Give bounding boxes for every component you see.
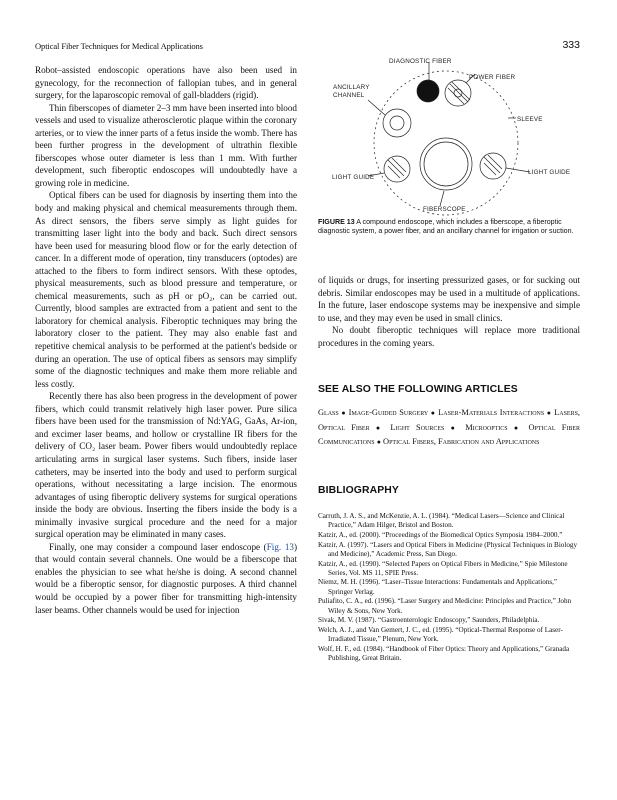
- bibliography-entry: Katzir, A. (1997). “Lasers and Optical Fibers in Medicine (Physical Techniques in Biology and Medicine),” Academic Press, San Diego.: [318, 540, 578, 558]
- sleeve-outline: [374, 71, 518, 215]
- bullet-separator: ●: [430, 409, 436, 417]
- paragraph: Robot–assisted endoscopic operations have also been used in gynecology, for the reconnection of fallopian tubes, and in general surgery, for the laparoscopic removal of gall-bladders (rigid).: [35, 65, 297, 101]
- label-ancillary-channel-line2: CHANNEL: [333, 92, 365, 99]
- right-column: [318, 274, 580, 349]
- see-also-item[interactable]: Laser-Materials Interactions: [438, 408, 545, 417]
- see-also-item[interactable]: Optical Fiber Communications: [318, 422, 581, 447]
- bibliography-entry: Welch, A. J., and Van Gemert, J. C., ed. (1995). “Optical-Thermal Response of Laser-Irradiated Tissue,” Plenum, New York.: [318, 625, 563, 644]
- label-diagnostic-fiber: DIAGNOSTIC FIBER: [389, 58, 452, 65]
- paragraph: Optical fibers can be used for diagnosis by inserting them into the body and making physical and chemical measurements through them. As direct sensors, the fibers serve simply as light guides for transmitting laser light into the body and back. Such direct sensors have been used for measuring blood flow or for the early detection of cancer. In a different mode of operation, tiny transducers (optodes) are attached to the fibers to form indirect sensors. With these optodes, physical measurements, such as blood pressure and temperature, or chemical measurements, such as pH or pO₂, can be carried out. Currently, blood samples are extracted from a patient and sent to the laboratory for chemical analysis. Fiberoptic techniques may bring the laboratory closer to the patient. They may also enable fast and repetitive chemical analysis to be performed at the patient's bedside or during an operation. The use of optical fibers as sensors may simplify some of the diagnostic techniques and make them more reliable and less costly.: [35, 190, 297, 389]
- bibliography-entry: Carruth, J. A. S., and McKenzie, A. L. (1984). “Medical Lasers—Science and Clinical Practice,” Adam Hilger, Bristol and Boston.: [318, 512, 565, 530]
- see-also-item[interactable]: Light Sources: [390, 422, 445, 432]
- bullet-separator: ●: [450, 423, 459, 432]
- bibliography-entry: Wolf, H. F., ed. (1984). “Handbook of Fiber Optics: Theory and Applications,” Granada Publishing, Great Britain.: [318, 644, 570, 663]
- caption-text: A compound endoscope, which includes a fiberscope, a fiberoptic diagnostic system, a power fiber, and an ancillary channel for irrigation or suction.: [318, 218, 574, 236]
- paragraph: of liquids or drugs, for inserting pressurized gases, or for sucking out debris. Similar endoscopes may be used in a multitude of applications. In the future, laser endoscope systems may be inexpensive and simple to use, and they may even be used in small clinics.: [318, 275, 580, 323]
- left-column: [35, 64, 297, 616]
- see-also-list: [318, 406, 580, 450]
- bibliography-entry: Puliafito, C. A., ed. (1996). “Laser Surgery and Medicine: Principles and Practice,” John Wiley & Sons, New York.: [318, 597, 572, 615]
- label-light-guide-right: LIGHT GUIDE: [528, 169, 571, 176]
- bibliography-entry: Katzir, A., ed. (1990). “Selected Papers on Optical Fibers in Medicine,” Spie Milestone Series, Vol. MS 11, SPIE Press.: [318, 559, 568, 577]
- figure-caption: [318, 218, 580, 237]
- paragraph: Thin fiberscopes of diameter 2–3 mm have been inserted into blood vessels and used to visualize atherosclerotic plaque within the coronary arteries, or to view the inner parts of a fetus inside the womb. There has been further progress in the development of ultrathin flexible fiberscopes whose outer diameter is less than 1 mm. With further development, such fiberoptic endoscopes will undoubtedly have a growing role in medicine.: [35, 102, 297, 188]
- label-sleeve: SLEEVE: [517, 116, 543, 123]
- see-also-item[interactable]: Microoptics: [465, 422, 508, 432]
- running-title: Optical Fiber Techniques for Medical Applications: [35, 41, 203, 51]
- bullet-separator: ●: [546, 409, 552, 417]
- paragraph-text: ) that would contain several channels. One would be a fiberscope that enables the physician to see what he/she is doing. A second channel would be a fiberoptic sensor, for diagnostic purposes. A third channel would be occupied by a power fiber for transmitting high-intensity laser beams. Other channels would be used for injection: [35, 541, 297, 615]
- see-also-item[interactable]: Image-Guided Surgery: [348, 408, 429, 417]
- bullet-separator: ●: [376, 438, 381, 447]
- see-also-heading: SEE ALSO THE FOLLOWING ARTICLES: [318, 384, 518, 395]
- compound-endoscope-diagram: [318, 46, 580, 221]
- paragraph: [35, 541, 297, 616]
- paragraph: Recently there has also been progress in the development of power fibers, which could transmit relatively high laser power. Pure silica fibers have been used for the transmission of Nd:YAG, GaAs, Ar-ion, and excimer laser beams, and hollow or crystalline IR fibers for the delivery of CO₂ laser beam. Power fibers would undoubtedly replace articulating arms in surgical laser systems. Such fibers, inside laser catheters, may be inserted into the body and used to perform surgical operations, without necessitating a large incision. The enormous advantages of using fiberoptic delivery systems for surgical operations inside the body are obvious. Inserting the fibers inside the body is a minimally invasive surgical procedure and the need for a major surgical operation may be eliminated in many cases.: [35, 391, 297, 540]
- label-ancillary-channel-line1: ANCILLARY: [333, 84, 370, 91]
- label-fiberscope: FIBERSCOPE: [423, 206, 466, 213]
- paragraph-text: Finally, one may consider a compound laser endoscope (: [49, 541, 267, 552]
- see-also-item[interactable]: Optical Fibers, Fabrication and Applications: [383, 437, 540, 447]
- see-also-item[interactable]: Lasers, Optical Fiber: [318, 408, 581, 432]
- bibliography-entry: Niemz, M. H. (1996). “Laser–Tissue Interactions: Fundamentals and Applications,” Springer Verlag.: [318, 578, 558, 596]
- figure-13-link[interactable]: Fig. 13: [266, 541, 294, 552]
- label-light-guide-left: LIGHT GUIDE: [332, 174, 375, 181]
- diagnostic-fiber-disc: [417, 80, 439, 102]
- see-also-item[interactable]: Glass: [318, 408, 339, 417]
- bibliography-entry: Katzir, A., ed. (2000). “Proceedings of the Biomedical Optics Symposia 1984–2000.”: [318, 530, 563, 539]
- bibliography-list: [318, 512, 580, 664]
- bullet-separator: ●: [375, 423, 385, 432]
- label-power-fiber: POWER FIBER: [469, 74, 516, 81]
- figure-13: [318, 46, 580, 246]
- page-number: 333: [562, 39, 580, 51]
- bibliography-heading: BIBLIOGRAPHY: [318, 485, 399, 496]
- caption-label: FIGURE 13: [318, 218, 355, 226]
- bibliography-entry: Sivak, M. V. (1987). “Gastroenterologic Endoscopy,” Saunders, Philadelphia.: [318, 616, 540, 625]
- ancillary-channel-circle: [383, 109, 411, 137]
- bullet-separator: ●: [341, 409, 347, 417]
- fiberscope-circle: [420, 138, 472, 190]
- bullet-separator: ●: [513, 423, 523, 432]
- paragraph: No doubt fiberoptic techniques will replace more traditional procedures in the coming years.: [318, 325, 580, 348]
